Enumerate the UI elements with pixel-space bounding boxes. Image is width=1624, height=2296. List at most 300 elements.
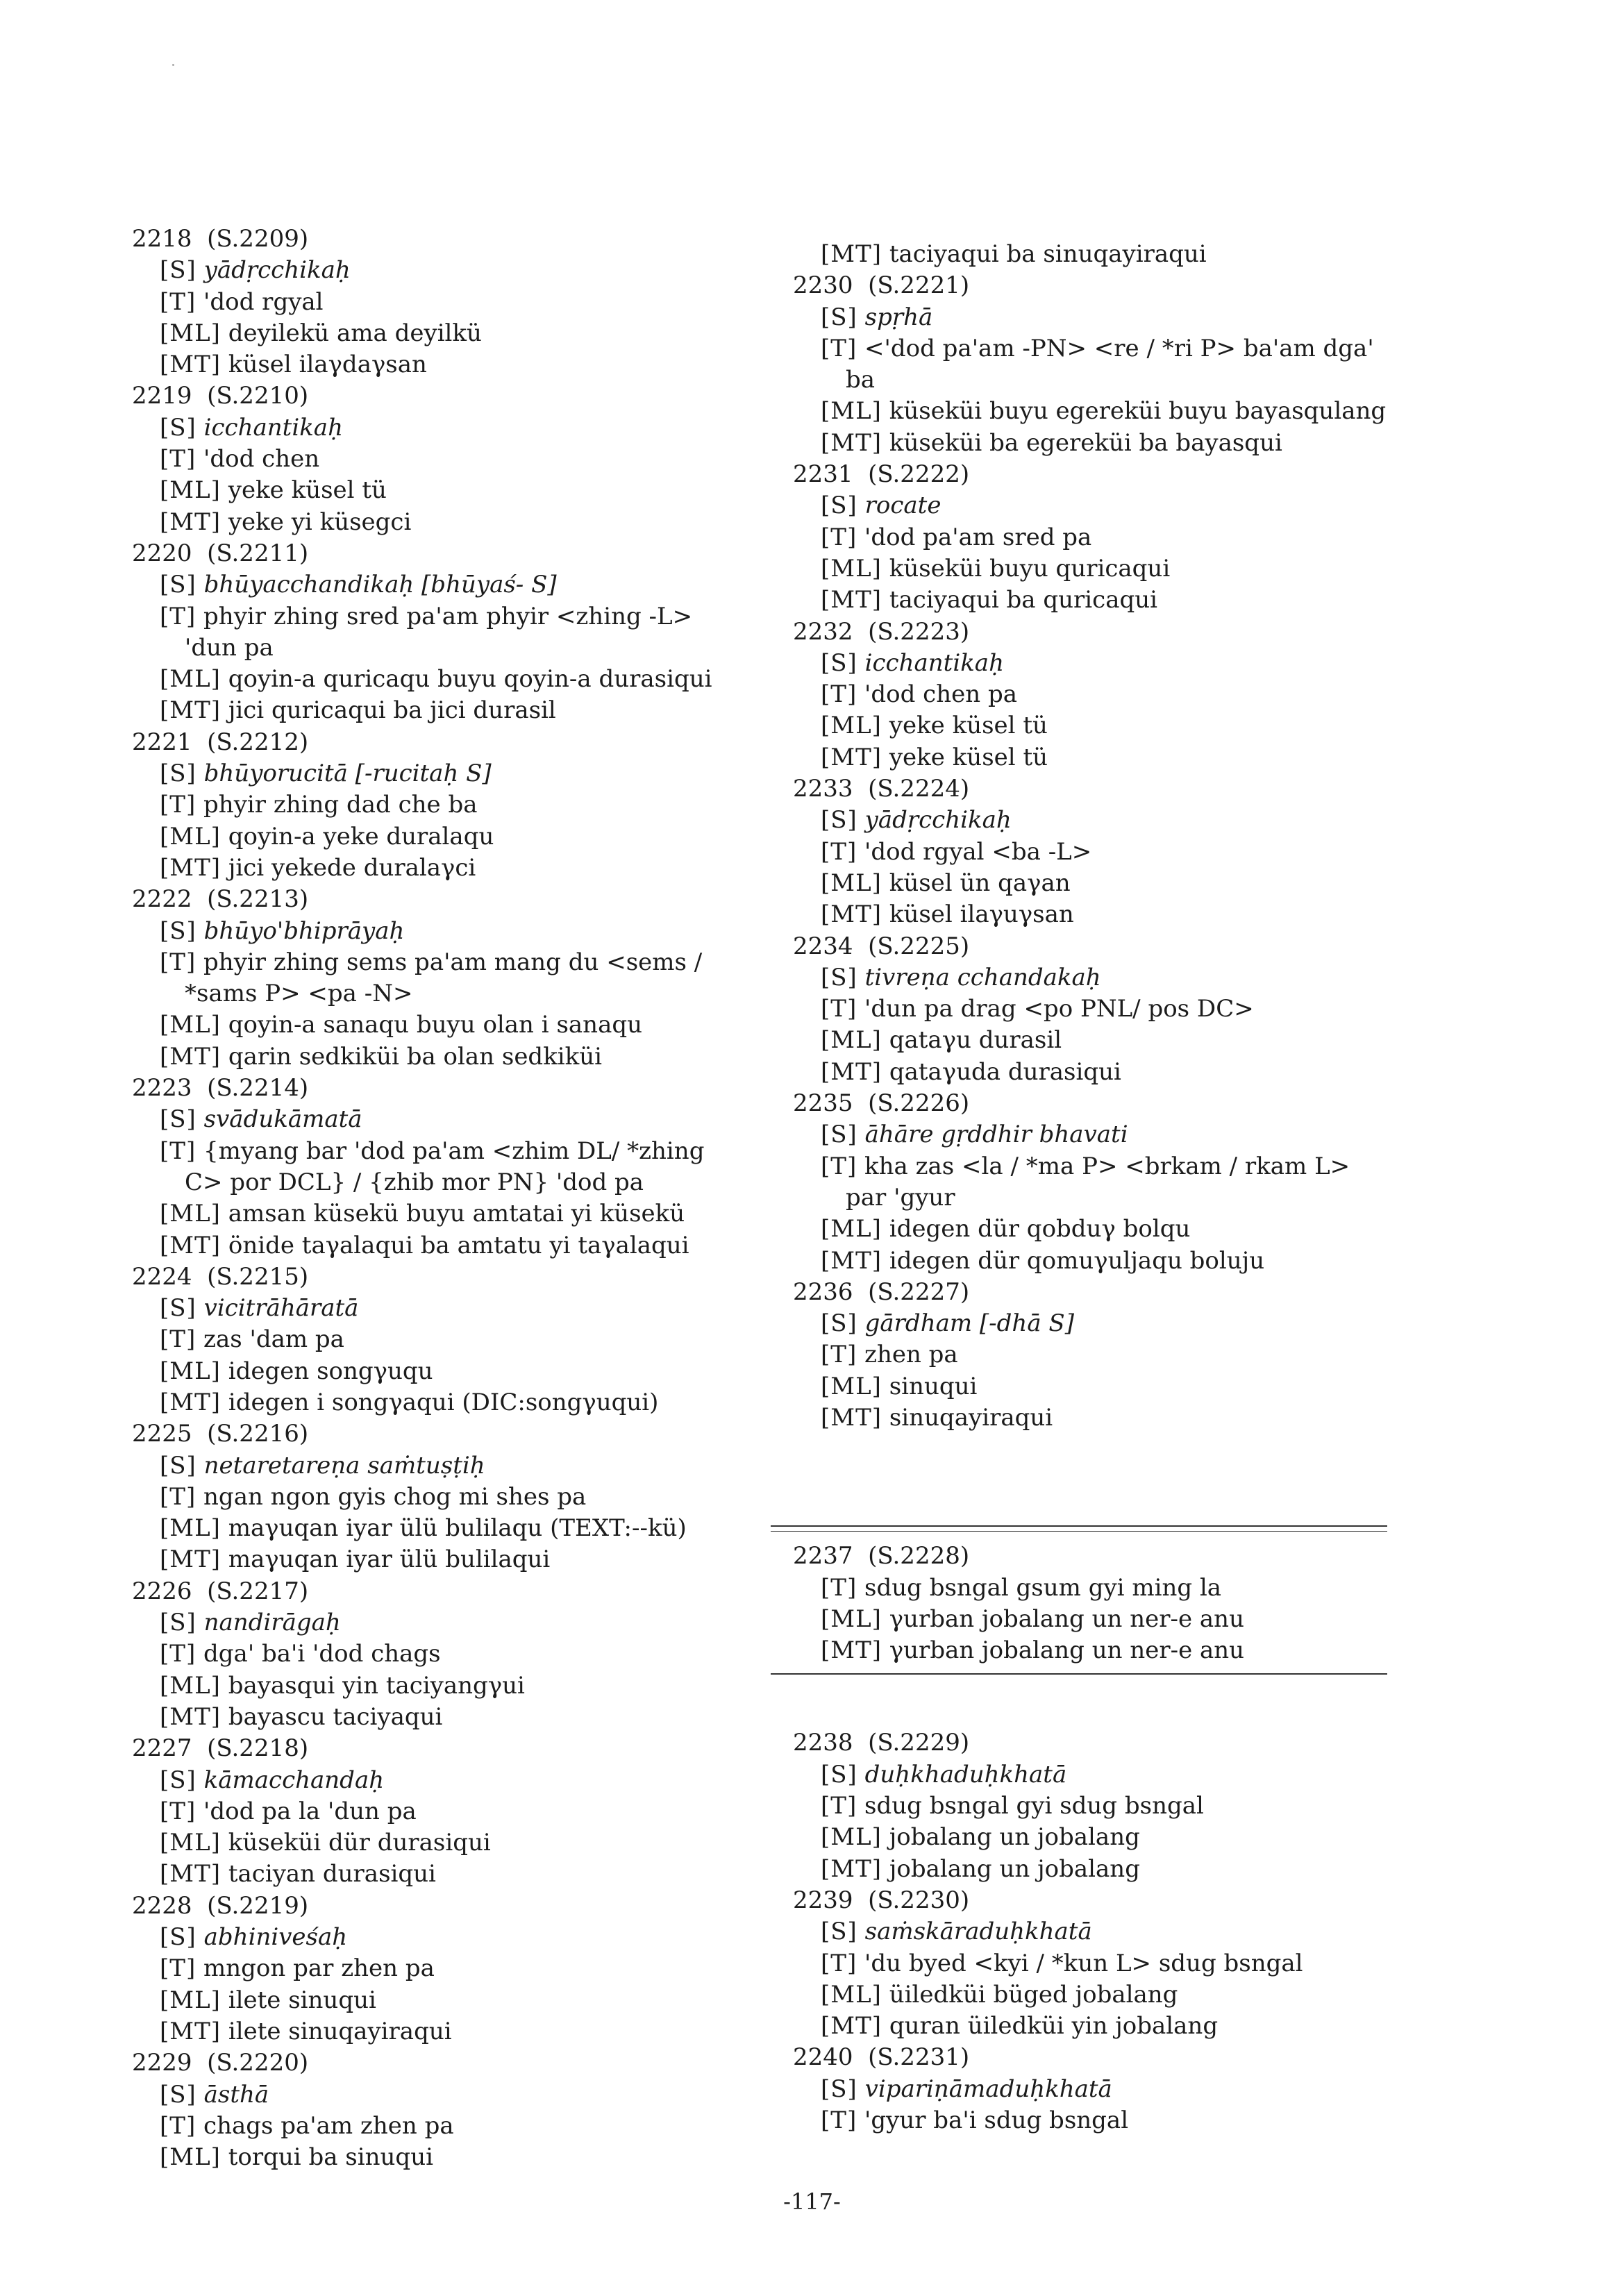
field-label: [T]	[821, 995, 857, 1023]
entry-number: 2231	[793, 460, 853, 489]
field-label: [S]	[160, 916, 196, 945]
field-label: [MT]	[160, 696, 221, 725]
field-label: [MT]	[160, 1231, 221, 1259]
entry-heading	[104, 884, 785, 915]
right-column	[765, 239, 1446, 2136]
field-text: 'dod chen pa	[864, 680, 1017, 709]
field-label: [ML]	[821, 712, 882, 740]
field-text: vipariṇāmaduḥkhatā	[864, 2075, 1112, 2103]
right-column-bottom-entries	[765, 1727, 1446, 2136]
entry-heading	[104, 1576, 785, 1607]
field-label: [ML]	[821, 1823, 882, 1852]
field-text: yeke küsel tü	[228, 476, 387, 505]
field-text: jici yekede duralaγci	[228, 853, 476, 882]
entry-heading	[765, 1885, 1446, 1916]
entry-reference: (S.2229)	[868, 1729, 970, 1757]
entry-number: 2229	[132, 2049, 192, 2077]
field-text: deyilekü ama deyilkü	[228, 319, 482, 347]
entry-reference: (S.2209)	[207, 225, 309, 253]
entry-field	[104, 1230, 785, 1262]
entry-field	[765, 1916, 1446, 1947]
entry-number: 2232	[793, 617, 853, 646]
dictionary-entry	[765, 2042, 1446, 2136]
dictionary-entry	[104, 727, 785, 884]
entry-heading	[765, 1541, 1446, 1572]
field-label: [T]	[160, 1640, 196, 1668]
dictionary-entry	[104, 1576, 785, 1733]
entry-field	[104, 916, 785, 947]
field-label: [T]	[160, 791, 196, 819]
field-label: [MT]	[160, 1042, 221, 1071]
dictionary-entry	[765, 239, 1446, 270]
field-label: [MT]	[160, 1702, 221, 1731]
field-text: vicitrāhāratā	[203, 1294, 359, 1323]
field-label: [S]	[160, 1766, 196, 1794]
entry-field	[765, 1791, 1446, 1822]
field-text: jici quricaqui ba jici durasil	[228, 696, 556, 725]
right-column-top-entries	[765, 239, 1446, 1434]
entry-field	[765, 1025, 1446, 1056]
field-label: [MT]	[821, 1403, 882, 1432]
field-text: yādṛcchikaḥ	[203, 256, 351, 285]
field-text: bayascu taciyaqui	[228, 1702, 443, 1731]
entry-heading	[765, 2042, 1446, 2073]
entry-heading	[104, 538, 785, 569]
entry-field	[765, 837, 1446, 868]
entry-field	[104, 1953, 785, 1984]
dictionary-entry	[104, 538, 785, 727]
field-label: [S]	[160, 2080, 196, 2109]
double-rule-top-1	[771, 1525, 1387, 1527]
field-text: bhūyorucitā [-rucitaḥ S]	[203, 760, 492, 788]
field-label: [T]	[160, 602, 196, 630]
field-label: [S]	[821, 806, 857, 835]
entry-field	[104, 318, 785, 349]
entry-reference: (S.2215)	[207, 1262, 309, 1291]
field-text: 'du byed <kyi / *kun L> sdug bsngal	[864, 1949, 1303, 1977]
field-text: taciyaqui ba sinuqayiraqui	[889, 240, 1207, 268]
entry-reference: (S.2216)	[207, 1420, 309, 1448]
entry-field	[104, 1859, 785, 1890]
entry-field	[765, 742, 1446, 773]
entry-heading	[104, 1073, 785, 1104]
field-text: sdug bsngal gyi sdug bsngal	[864, 1792, 1204, 1820]
field-text: icchantikaḥ	[864, 648, 1004, 677]
field-text: 'dod rgyal <ba -L>	[864, 837, 1092, 866]
double-rule-top-2	[771, 1531, 1387, 1532]
entry-reference: (S.2210)	[207, 382, 309, 410]
field-text: qarin sedkiküi ba olan sedkiküi	[228, 1042, 603, 1071]
field-text: amsan küsekü buyu amtatai yi küsekü	[228, 1200, 685, 1228]
field-label: [MT]	[160, 853, 221, 882]
entry-field	[765, 1573, 1446, 1604]
entry-reference: (S.2231)	[868, 2043, 970, 2072]
entry-number: 2218	[132, 225, 192, 253]
field-label: [T]	[821, 334, 857, 362]
entry-reference: (S.2211)	[207, 539, 309, 567]
field-text: küseküi dür durasiqui	[228, 1829, 491, 1857]
dictionary-entry	[104, 224, 785, 380]
field-label: [ML]	[160, 822, 221, 850]
field-text: spṛhā	[864, 303, 933, 331]
field-text: sdug bsngal gsum gyi ming la	[864, 1573, 1222, 1602]
field-label: [S]	[160, 256, 196, 285]
field-text: yeke küsel tü	[889, 712, 1048, 740]
field-text: sinuqayiraqui	[889, 1403, 1053, 1432]
entry-field	[765, 333, 1446, 364]
entry-field	[765, 2105, 1446, 2136]
entry-field	[104, 1639, 785, 1670]
field-text: mngon par zhen pa	[203, 1954, 435, 1983]
entry-field	[765, 1119, 1446, 1150]
entry-field	[104, 1104, 785, 1135]
field-text: 'dod rgyal	[203, 287, 324, 316]
entry-number: 2234	[793, 932, 853, 960]
entry-heading	[765, 1088, 1446, 1119]
field-text: netaretareṇa saṁtuṣṭiḥ	[203, 1451, 485, 1480]
field-text: ngan ngon gyis chog mi shes pa	[203, 1482, 587, 1511]
field-text: γurban jobalang un ner-e anu	[889, 1636, 1245, 1665]
field-text: svādukāmatā	[203, 1105, 362, 1134]
field-continuation: par 'gyur	[846, 1183, 955, 1212]
entry-field	[104, 444, 785, 475]
field-label: [T]	[160, 287, 196, 316]
field-text: bhūyo'bhiprāyaḥ	[203, 916, 405, 945]
box-top-area	[765, 1525, 1446, 1541]
entry-reference: (S.2217)	[207, 1577, 309, 1605]
dictionary-entry	[104, 1418, 785, 1575]
field-text: maγuqan iyar ülü bulilaqu (TEXT:--kü)	[228, 1514, 687, 1543]
entry-field	[765, 396, 1446, 427]
entry-field	[104, 507, 785, 538]
entry-number: 2220	[132, 539, 192, 567]
field-label: [ML]	[821, 1980, 882, 2009]
field-text: dga' ba'i 'dod chags	[203, 1640, 441, 1668]
entry-field	[104, 1009, 785, 1041]
field-text: phyir zhing sred pa'am phyir <zhing -L>	[203, 602, 693, 630]
field-text: 'dod pa'am sred pa	[864, 523, 1092, 551]
field-label: [ML]	[160, 1829, 221, 1857]
entry-reference: (S.2222)	[868, 460, 970, 489]
entry-field	[104, 1985, 785, 2016]
entry-field	[765, 522, 1446, 553]
dictionary-entry	[765, 931, 1446, 1088]
field-text: ilete sinuqayiraqui	[228, 2017, 452, 2045]
page-number: -117-	[783, 2188, 841, 2215]
entry-number: 2222	[132, 885, 192, 914]
dictionary-entry	[765, 1088, 1446, 1277]
box-bottom-area	[765, 1666, 1446, 1682]
entry-field	[104, 601, 785, 632]
entry-field	[765, 1402, 1446, 1434]
dictionary-entry	[765, 1277, 1446, 1434]
field-text: qoyin-a sanaqu buyu olan i sanaqu	[228, 1011, 642, 1039]
entry-number: 2235	[793, 1089, 853, 1118]
field-label: [MT]	[160, 508, 221, 536]
entry-field	[104, 287, 785, 318]
entry-reference: (S.2225)	[868, 932, 970, 960]
entry-field	[765, 1948, 1446, 1979]
dictionary-entry	[765, 617, 1446, 773]
dictionary-entry	[765, 270, 1446, 459]
field-label: [ML]	[160, 2143, 221, 2172]
field-label: [S]	[160, 760, 196, 788]
field-label: [ML]	[821, 554, 882, 583]
field-label: [MT]	[821, 428, 882, 457]
field-text: torqui ba sinuqui	[228, 2143, 433, 2172]
field-label: [S]	[821, 492, 857, 520]
field-label: [MT]	[821, 1854, 882, 1883]
field-label: [S]	[160, 1923, 196, 1952]
entry-field	[765, 1822, 1446, 1853]
entry-field	[765, 899, 1446, 930]
field-label: [S]	[821, 303, 857, 331]
entry-field	[104, 789, 785, 821]
field-text: kāmacchandaḥ	[203, 1766, 385, 1794]
section-gap-2	[765, 1682, 1446, 1727]
entry-field	[104, 412, 785, 444]
entry-field	[765, 239, 1446, 270]
field-label: [MT]	[821, 586, 882, 614]
field-label: [T]	[160, 1482, 196, 1511]
entry-reference: (S.2218)	[207, 1734, 309, 1763]
field-label: [T]	[160, 1325, 196, 1354]
field-label: [S]	[821, 1309, 857, 1338]
field-label: [MT]	[821, 1246, 882, 1275]
field-label: [S]	[821, 1918, 857, 1946]
field-text: maγuqan iyar ülü bulilaqui	[228, 1545, 551, 1574]
field-text: <'dod pa'am -PN> <re / *ri P> ba'am dga'	[864, 334, 1374, 362]
entry-field	[104, 1198, 785, 1230]
entry-field	[104, 255, 785, 286]
entry-field	[765, 553, 1446, 585]
entry-number: 2225	[132, 1420, 192, 1448]
entry-field	[765, 962, 1446, 994]
field-label: [T]	[160, 1797, 196, 1825]
field-text: 'gyur ba'i sdug bsngal	[864, 2106, 1129, 2135]
field-text: phyir zhing sems pa'am mang du <sems /	[203, 948, 703, 976]
entry-number: 2223	[132, 1074, 192, 1103]
entry-reference: (S.2219)	[207, 1891, 309, 1920]
entry-heading	[765, 773, 1446, 805]
entry-number: 2224	[132, 1262, 192, 1291]
field-text: jobalang un jobalang	[889, 1854, 1140, 1883]
entry-reference: (S.2212)	[207, 728, 309, 756]
field-label: [ML]	[821, 1026, 882, 1055]
field-text: zas 'dam pa	[203, 1325, 344, 1354]
field-label: [T]	[160, 1137, 196, 1165]
field-label: [T]	[821, 523, 857, 551]
entry-field	[765, 868, 1446, 899]
entry-field	[104, 1827, 785, 1859]
entry-field	[104, 2016, 785, 2047]
entry-field	[104, 1796, 785, 1827]
entry-field	[104, 1293, 785, 1324]
entry-number: 2240	[793, 2043, 853, 2072]
field-text: bhūyacchandikaḥ [bhūyaś- S]	[203, 571, 557, 599]
entry-field	[765, 1979, 1446, 2011]
field-text: chags pa'am zhen pa	[203, 2111, 454, 2140]
entry-field	[104, 2142, 785, 2173]
entry-reference: (S.2230)	[868, 1886, 970, 1914]
entry-field	[104, 695, 785, 726]
field-label: [S]	[821, 1121, 857, 1149]
entry-reference: (S.2228)	[868, 1542, 970, 1570]
entry-field	[104, 664, 785, 695]
entry-heading	[765, 617, 1446, 648]
entry-field	[104, 475, 785, 506]
field-text: idegen i songγaqui (DIC:songγuqui)	[228, 1388, 659, 1416]
entry-field	[765, 648, 1446, 679]
field-text: qoyin-a quricaqu buyu qoyin-a durasiqui	[228, 665, 712, 694]
dictionary-entry	[104, 1891, 785, 2047]
entry-field	[765, 585, 1446, 616]
entry-field	[104, 1922, 785, 1953]
field-label: [MT]	[160, 1388, 221, 1416]
field-label: [S]	[160, 413, 196, 442]
entry-reference: (S.2214)	[207, 1074, 309, 1103]
entry-heading	[104, 2047, 785, 2079]
entry-number: 2219	[132, 382, 192, 410]
entry-field	[104, 853, 785, 884]
field-text: küseküi buyu quricaqui	[889, 554, 1171, 583]
entry-number: 2221	[132, 728, 192, 756]
field-text: sinuqui	[889, 1372, 978, 1400]
field-label: [T]	[821, 1341, 857, 1369]
field-text: qoyin-a yeke duralaqu	[228, 822, 494, 850]
field-text: yeke küsel tü	[889, 743, 1048, 771]
entry-number: 2226	[132, 1577, 192, 1605]
entry-field	[104, 569, 785, 601]
field-text: nandirāgaḥ	[203, 1609, 341, 1637]
dictionary-entry	[104, 884, 785, 1073]
field-label: [S]	[821, 1760, 857, 1788]
field-label: [MT]	[821, 240, 882, 268]
entry-heading	[765, 1277, 1446, 1308]
entry-field	[765, 1371, 1446, 1402]
field-label: [S]	[160, 1451, 196, 1480]
section-gap	[765, 1434, 1446, 1525]
entry-field	[104, 1387, 785, 1418]
field-label: [MT]	[821, 1057, 882, 1086]
field-text: 'dod pa la 'dun pa	[203, 1797, 417, 1825]
field-label: [S]	[821, 648, 857, 677]
field-label: [T]	[160, 445, 196, 474]
field-text: ilete sinuqui	[228, 1986, 376, 2014]
field-label: [T]	[160, 1954, 196, 1983]
dictionary-entry	[765, 773, 1446, 930]
entry-reference: (S.2227)	[868, 1277, 970, 1306]
entry-field	[104, 1136, 785, 1167]
entry-field	[104, 1765, 785, 1796]
entry-heading	[765, 931, 1446, 962]
dictionary-entry	[104, 2047, 785, 2173]
field-text: 'dun pa drag <po PNL/ pos DC>	[864, 995, 1254, 1023]
dictionary-entry	[104, 1073, 785, 1262]
field-label: [T]	[821, 1792, 857, 1820]
field-text: idegen dür qobduγ bolqu	[889, 1215, 1191, 1243]
field-label: [ML]	[821, 1215, 882, 1243]
field-label: [MT]	[160, 1545, 221, 1574]
entry-heading	[104, 1733, 785, 1764]
field-text: qataγuda durasiqui	[889, 1057, 1121, 1086]
entry-field	[765, 805, 1446, 836]
entry-number: 2238	[793, 1729, 853, 1757]
field-label: [MT]	[821, 900, 882, 929]
entry-field	[104, 821, 785, 853]
entry-field	[765, 1339, 1446, 1371]
field-text: önide taγalaqui ba amtatu yi taγalaqui	[228, 1231, 689, 1259]
field-label: [ML]	[160, 1357, 221, 1385]
field-text: küseküi ba egereküi ba bayasqui	[889, 428, 1282, 457]
left-column	[104, 224, 785, 2173]
field-label: [S]	[821, 963, 857, 991]
entry-field	[765, 490, 1446, 521]
entry-field	[765, 1854, 1446, 1885]
entry-field	[104, 1324, 785, 1355]
entry-field	[104, 1356, 785, 1387]
entry-heading	[765, 1727, 1446, 1759]
field-text: küsel ilaγuγsan	[889, 900, 1074, 929]
field-label: [ML]	[821, 1604, 882, 1633]
field-continuation: 'dun pa	[185, 633, 274, 662]
entry-reference: (S.2221)	[868, 271, 970, 300]
dictionary-entry	[104, 1733, 785, 1890]
field-text: phyir zhing dad che ba	[203, 791, 478, 819]
entry-heading	[104, 224, 785, 255]
field-text: tivreṇa cchandakaḥ	[864, 963, 1101, 991]
field-text: icchantikaḥ	[203, 413, 343, 442]
entry-number: 2239	[793, 1886, 853, 1914]
entry-field	[104, 1513, 785, 1544]
field-label: [ML]	[160, 476, 221, 505]
field-label: [T]	[821, 1152, 857, 1180]
field-text: qataγu durasil	[889, 1026, 1062, 1055]
field-label: [ML]	[821, 1372, 882, 1400]
field-label: [T]	[160, 948, 196, 976]
field-text: {myang bar 'dod pa'am <zhim DL/ *zhing	[203, 1137, 705, 1165]
entry-heading	[104, 380, 785, 412]
entry-field	[765, 1635, 1446, 1666]
field-text: jobalang un jobalang	[889, 1823, 1140, 1852]
entry-field	[104, 1544, 785, 1575]
entry-field	[765, 2011, 1446, 2042]
field-label: [MT]	[160, 1860, 221, 1888]
entry-field	[765, 1246, 1446, 1277]
entry-field	[765, 679, 1446, 710]
entry-field	[104, 2111, 785, 2142]
entry-field	[104, 1702, 785, 1733]
field-label: [T]	[821, 837, 857, 866]
field-text: āhāre gṛddhir bhavati	[864, 1121, 1128, 1149]
field-text: yādṛcchikaḥ	[864, 806, 1012, 835]
field-label: [ML]	[160, 1671, 221, 1700]
entry-field	[104, 1450, 785, 1482]
entry-number: 2233	[793, 775, 853, 803]
field-label: [MT]	[160, 351, 221, 379]
field-label: [S]	[160, 1609, 196, 1637]
entry-number: 2230	[793, 271, 853, 300]
dictionary-entry	[765, 1885, 1446, 2042]
scan-speck	[172, 64, 174, 66]
dictionary-entry	[765, 1541, 1446, 1666]
entry-number: 2228	[132, 1891, 192, 1920]
field-text: āsthā	[203, 2080, 269, 2109]
field-label: [MT]	[821, 743, 882, 771]
entry-field	[104, 1041, 785, 1073]
field-continuation: *sams P> <pa -N>	[185, 980, 413, 1008]
entry-reference: (S.2213)	[207, 885, 309, 914]
